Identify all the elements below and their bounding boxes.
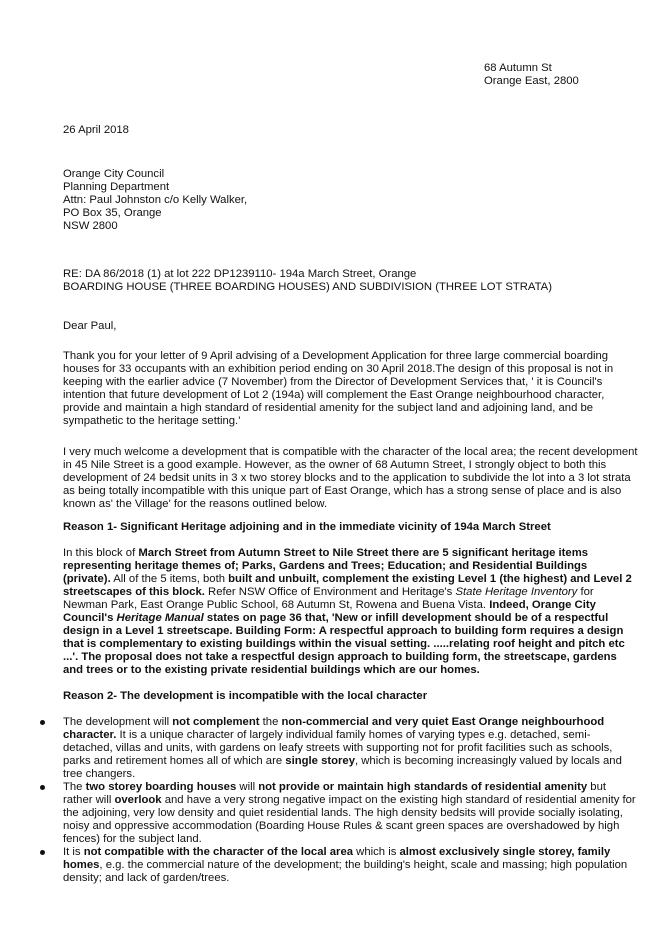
reason-1-bold-4: states on page 36 that, 'New or infill development should be of a respectful design in a Level 1 streetscape. Building Form: A respectful approach to building form requires a design that is complementary to existing buildings within the visual setting. .....relating roof height and pitch etc ...'. The proposal does not take a respectful design approach to building form, the streetscape, gardens and trees or to the existing private residential buildings which are our homes. [63, 612, 625, 676]
bullet-1-bold-2: non-commercial and very quiet East Orange neighbourhood character. [63, 716, 605, 741]
list-item [63, 846, 638, 885]
reason-1-bold-2: built and unbuilt, complement the existing Level 1 (the highest) and Level 2 streetscapes of this block. [63, 573, 632, 598]
letter-date: 26 April 2018 [63, 124, 129, 136]
reason-1-bold-1: March Street from Autumn Street to Nile Street there are 5 significant heritage items representing heritage themes of; Parks, Gardens and Trees; Education; and Residential Buildings (private). [63, 547, 589, 585]
reason-2-list [63, 716, 638, 885]
sender-suburb: Orange East, 2800 [484, 75, 579, 87]
bullet-2-text-2: will [236, 781, 259, 793]
bullet-1-bold-3: single storey [285, 755, 355, 767]
bullet-2-text-4: and have a very strong negative impact on the existing high standard of residential amenity for the adjoining, very low density and quiet residential lands. The high density bedsits will provide socially isolating, noisy and oppressive accommodation (Boarding House Rules & scant green spaces are overshadowed by high fences) for the subject land. [63, 794, 636, 845]
reason-2-heading: Reason 2- The development is incompatible with the local character [63, 690, 428, 702]
subject-line-1: RE: DA 86/2018 (1) at lot 222 DP1239110- 194a March Street, Orange [63, 268, 417, 280]
bullet-3-text-1: It is [63, 846, 84, 858]
bullet-1-text-1: The development will [63, 716, 173, 728]
bullet-1-text-3: It is a unique character of largely individual family homes of varying types e.g. detached, semi-detached, villas and units, with gardens on leafy streets with supporting not for profit facilities such as schools, parks and retirement homes all of which are [63, 729, 613, 767]
bullet-3-text-2: which is [353, 846, 400, 858]
bullet-3-text-3: , e.g. the commercial nature of the development; the building's height, scale and massing; high population density; and lack of garden/trees. [63, 859, 628, 884]
subject-reference [63, 268, 552, 294]
bullet-3-bold-2: almost exclusively single storey, family homes [63, 846, 611, 871]
reason-1-text-3: Refer NSW Office of Environment and Heritage's [204, 586, 456, 598]
recipient-line-5: NSW 2800 [63, 220, 118, 232]
bullet-2-bold-1: two storey boarding houses [85, 781, 237, 793]
reason-1-text-2: All of the 5 items, both [110, 573, 229, 585]
recipient-line-3: Attn: Paul Johnston c/o Kelly Walker, [63, 194, 248, 206]
reason-1-text-1: In this block of [63, 547, 139, 559]
recipient-line-1: Orange City Council [63, 168, 165, 180]
sender-address [484, 62, 579, 88]
bullet-2-bold-2: not provide or maintain high standards of residential amenity [258, 781, 588, 793]
reason-1-heading: Reason 1- Significant Heritage adjoining and in the immediate vicinity of 194a March Street [63, 521, 551, 533]
salutation: Dear Paul, [63, 320, 117, 332]
subject-line-2: BOARDING HOUSE (THREE BOARDING HOUSES) AND SUBDIVISION (THREE LOT STRATA) [63, 281, 552, 293]
reason-1-body [63, 547, 638, 677]
bullet-2-text-3: but rather will [63, 781, 606, 806]
bullet-2-text-1: The [63, 781, 86, 793]
reason-1-bold-italic-1: Heritage Manual [116, 612, 204, 624]
bullet-2-bold-3: overlook [114, 794, 162, 806]
recipient-line-4: PO Box 35, Orange [63, 207, 162, 219]
sender-street: 68 Autumn St [484, 62, 552, 74]
bullet-1-bold-1: not complement [172, 716, 260, 728]
reason-1-text-4: for Newman Park, East Orange Public School, 68 Autumn St, Rowena and Buena Vista. [63, 586, 594, 611]
list-item [63, 781, 638, 846]
list-item [63, 716, 638, 781]
bullet-3-bold-1: not compatible with the character of the local area [83, 846, 354, 858]
reason-1-bold-3: Indeed, Orange City Council's [63, 599, 596, 624]
bullet-1-text-2: the [259, 716, 282, 728]
recipient-line-2: Planning Department [63, 181, 170, 193]
bullet-1-text-4: , which is becoming increasingly valued by locals and tree changers. [63, 755, 622, 780]
paragraph-1: Thank you for your letter of 9 April advising of a Development Application for three large commercial boarding houses for 33 occupants with an exhibition period ending on 30 April 2018.The design of this proposal is not in keeping with the earlier advice (7 November) from the Director of Development Services that, ' it is Council's intention that future development of Lot 2 (194a) will complement the East Orange neighbourhood character, provide and maintain a high standard of residential amenity for the subject land and adjoining land, and be sympathetic to the heritage setting.' [63, 350, 614, 427]
paragraph-2: I very much welcome a development that is compatible with the character of the local area; the recent development in 45 Nile Street is a good example. However, as the owner of 68 Autumn Street, I strongly object to both this development of 24 bedsit units in 3 x two storey blocks and to the application to subdivide the lot into a 3 lot strata as being totally incompatible with this unique part of East Orange, which has a strong sense of place and is also known as' the Village' for the reasons outlined below. [63, 446, 638, 510]
recipient-address [63, 168, 247, 233]
reason-1-italic-1: State Heritage Inventory [455, 586, 578, 598]
